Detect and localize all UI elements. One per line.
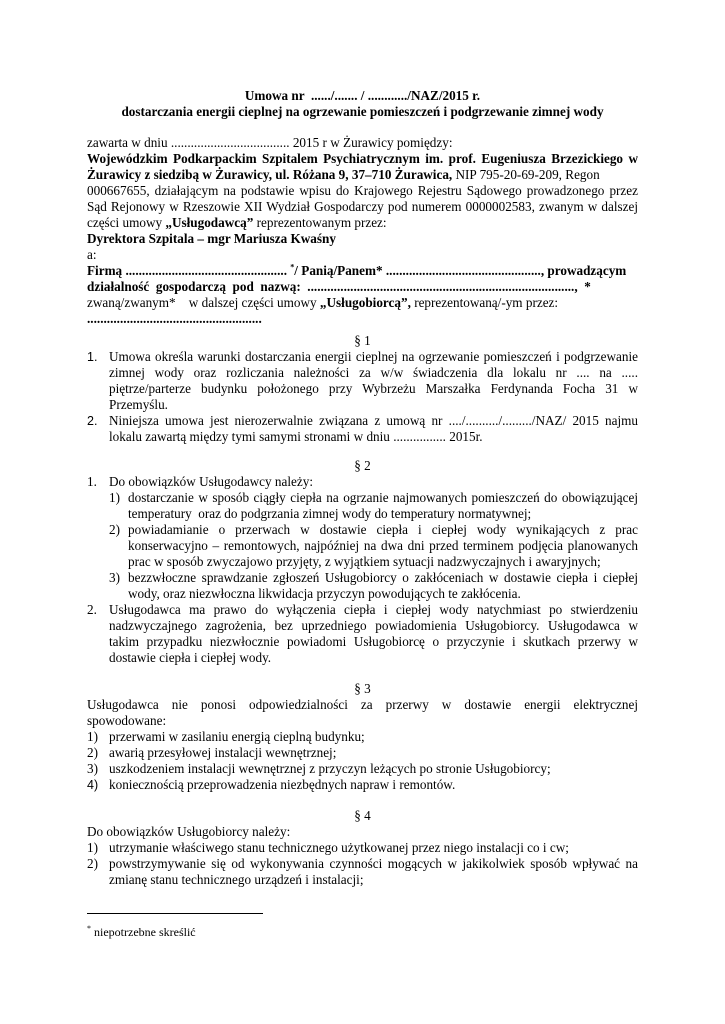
s3-item-4: koniecznością przeprowadzenia niezbędnych napraw i remontów. (109, 777, 456, 792)
intro-line-5: Sąd Rejonowy w Rzeszowie XII Wydział Gospodarczy pod numerem 0000002583, zwanym w dalszej (87, 199, 638, 214)
intro-line-3 (87, 167, 600, 183)
s2-item-2-num: 2) (109, 522, 120, 537)
s3-line-1: Usługodawca nie ponosi odpowiedzialności za przerwy w dostawie energii elektrycznej (87, 697, 638, 712)
intro-line-2: Wojewódzkim Podkarpackim Szpitalem Psychiatrycznym im. prof. Eugeniusza Brzezickiego w (87, 151, 638, 166)
s4-item-1-num: 1) (87, 840, 98, 855)
business-line: działalność gospodarczą pod nazwą: ................................................................................., * (87, 279, 591, 294)
s2-p2-line-2: nadzwyczajnego zagrożenia, bez uprzedniego powiadomienia Usługobiorcy. Usługodawca w (109, 618, 638, 633)
s2-p1: Do obowiązków Usługodawcy należy: (109, 474, 313, 489)
intro-line-6 (87, 215, 387, 231)
s3-item-2-num: 2) (87, 745, 98, 760)
footnote (87, 925, 196, 939)
s3-item-3-num: 3) (87, 761, 98, 776)
section-4-heading: § 4 (354, 808, 371, 823)
s2-num-1: 1. (87, 474, 97, 489)
uslugobiorca-term: „Usługobiorcą”, (319, 295, 411, 310)
s3-item-2: awarią przesyłowej instalacji wewnętrznej; (109, 745, 337, 760)
s2-item-1-num: 1) (109, 490, 120, 505)
text-span: reprezentowaną/-ym przez: (410, 295, 559, 310)
s2-item-1-line-1: dostarczanie w sposób ciągły ciepła na ogrzanie najmowanych pomieszczeń do obowiązującej (128, 490, 638, 505)
s1-p1-line-2: zimnej wody oraz rozliczania należności za w/w świadczenia dla lokalu nr .... na ..... (109, 365, 638, 380)
s2-item-3-line-1: bezzwłoczne sprawdzanie zgłoszeń Usługobiorcy o zakłóceniach w dostawie ciepła i ciepłej (128, 570, 638, 585)
s1-p2-line-1: Niniejsza umowa jest nierozerwalnie związana z umową nr ..../........../........./NAZ/ 2015 najmu (109, 413, 638, 428)
s4-item-2-line-1: powstrzymywanie się od wykonywania czynności mogących w jakikolwiek sposób wpływać na (109, 856, 638, 871)
section-2-heading: § 2 (354, 458, 371, 473)
s4-item-2-line-2: zmianę stanu technicznego urządzeń i instalacji; (109, 872, 364, 887)
s4-item-2-num: 2) (87, 856, 98, 871)
s3-item-3: uszkodzeniem instalacji wewnętrznej z przyczyn leżących po stronie Usługobiorcy; (109, 761, 551, 776)
s4-line-1: Do obowiązków Usługobiorcy należy: (87, 824, 291, 839)
s2-item-1-line-2: temperatury oraz do podgrzania zimnej wody do temperatury normatywnej; (128, 506, 532, 521)
contract-subtitle: dostarczania energii cieplnej na ogrzewanie pomieszczeń i podgrzewanie zimnej wody (121, 104, 604, 119)
text-span: Firmą ................................................. (87, 263, 291, 278)
s3-item-1-num: 1) (87, 729, 98, 744)
representative-line: ..................................................... (87, 311, 262, 326)
s3-item-4-num: 4) (87, 778, 99, 792)
s2-item-2-line-2: konserwacyjno – remontowych, najpóźniej na dwa dni przed terminem podjęcia planowanych (128, 538, 638, 553)
s1-p1-line-4: Przemyślu. (109, 397, 168, 412)
s2-p2-line-4: dostawie ciepła i ciepłej wody. (109, 650, 272, 665)
intro-line-11 (87, 295, 558, 311)
firm-line (87, 263, 626, 279)
intro-line-4: 000667655, działającym na podstawie wpisu do Krajowego Rejestru Sądowego prowadzonego przez (87, 183, 638, 198)
s2-item-2-line-1: powiadamianie o przerwach w dostawie ciepła i ciepłej wody wynikających z prac (128, 522, 638, 537)
s4-item-1: utrzymanie właściwego stanu technicznego użytkowanej przez niego instalacji co i cw; (109, 840, 569, 855)
text-span: zwaną/zwanym* w dalszej części umowy (87, 295, 320, 310)
s3-item-1: przerwami w zasilaniu energią cieplną budynku; (109, 729, 365, 744)
footnote-mark: * (87, 924, 91, 933)
intro-line-1: zawarta w dniu .................................... 2015 r w Żurawicy pomiędzy: (87, 135, 453, 150)
s1-num-1: 1. (87, 350, 98, 364)
section-3-heading: § 3 (354, 681, 371, 696)
footnote-ref: * (290, 262, 295, 272)
address-bold: Żurawicy z siedzibą w Żurawicy, ul. Różana 9, 37–710 Żurawica, (87, 167, 453, 182)
uslugodawca-term: „Usługodawcą” (165, 215, 254, 230)
section-1-heading: § 1 (354, 333, 371, 348)
s2-item-3-line-2: wody, oraz niezwłoczna likwidacja przyczyn powodujących te zakłócenia. (128, 586, 521, 601)
text-span: / Panią/Panem* ..............................................., prowadzącym (294, 263, 627, 278)
s3-line-2: spowodowane: (87, 713, 167, 728)
text-span: reprezentowanym przez: (253, 215, 387, 230)
s1-p1-line-1: Umowa określa warunki dostarczania energii cieplnej na ogrzewanie pomieszczeń i podgrzewanie (109, 349, 638, 364)
s2-p2-line-3: takim przypadku niezwłocznie powiadomi Usługobiorcę o przyczynie i skutkach przerwy w (109, 634, 638, 649)
contract-title: Umowa nr ....../....... / ............/NAZ/2015 r. (244, 88, 481, 103)
s2-p2-line-1: Usługodawca ma prawo do wyłączenia ciepła i ciepłej wody natychmiast po stwierdzeniu (109, 602, 638, 617)
s1-p1-line-3: piętrze/parterze budynku położonego przy Wybrzeżu Marszałka Ferdynanda Focha 31 w (109, 381, 638, 396)
s2-item-3-num: 3) (109, 570, 120, 585)
intro-a: a: (87, 247, 97, 262)
director-line: Dyrektora Szpitala – mgr Mariusza Kwaśny (87, 231, 336, 246)
s1-num-2: 2. (87, 414, 98, 428)
s2-item-2-line-3: prac w sposób zwyczajowo przyjęty, z wyjątkiem sytuacji nadzwyczajnych i awaryjnych; (128, 554, 601, 569)
s1-p2-line-2: lokalu zawartą między tymi samymi stronami w dniu ................ 2015r. (109, 429, 483, 444)
footnote-text: niepotrzebne skreślić (91, 925, 196, 939)
text-span: części umowy (87, 215, 166, 230)
s2-num-2: 2. (87, 602, 97, 617)
nip-regon: NIP 795-20-69-209, Regon (452, 167, 600, 182)
footnote-separator (87, 913, 263, 914)
